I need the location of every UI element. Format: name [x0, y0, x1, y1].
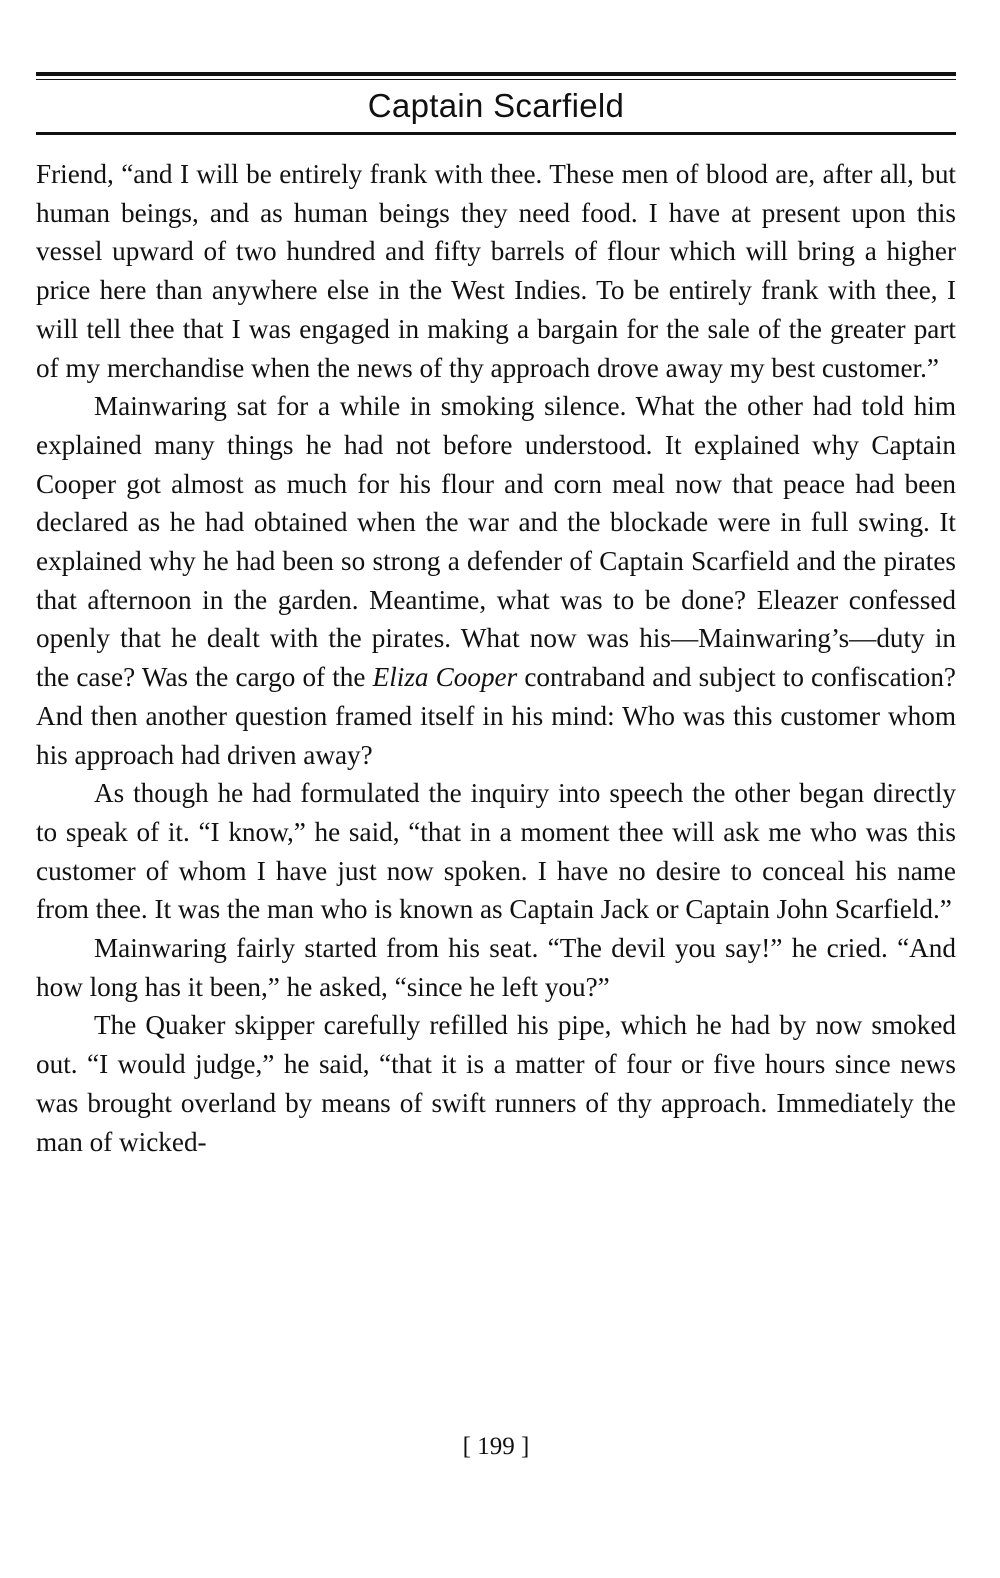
paragraph	[36, 155, 956, 387]
head-rule	[36, 132, 956, 135]
paragraph	[36, 774, 956, 929]
paragraph-text: Mainwaring sat for a while in smoking silence. What the other had told him explained many things he had not before understood. It explained why Captain Cooper got almost as much for his flour and corn meal now that peace had been declared as he had obtained when the war and the blockade were in full swing. It explained why he had been so strong a defender of Captain Scarfield and the pirates that afternoon in the garden. Meantime, what was to be done? Eleazer confessed openly that he dealt with the pirates. What now was his—Mainwaring’s—duty in the case? Was the cargo of the	[36, 391, 956, 693]
paragraph-text: Mainwaring fairly started from his seat. “The devil you say!” he cried. “And how long has it been,” he asked, “since he left you?”	[36, 933, 956, 1002]
paragraph	[36, 387, 956, 774]
body-text	[36, 155, 956, 1161]
book-page	[36, 0, 956, 1578]
paragraph-text: Friend, “and I will be entirely frank with thee. These men of blood are, after all, but human beings, and as human beings they need food. I have at present upon this vessel upward of two hundred and fifty barrels of flour which will bring a higher price here than anywhere else in the West Indies. To be entirely frank with thee, I will tell thee that I was engaged in making a bargain for the sale of the greater part of my merchandise when the news of thy approach drove away my best customer.”	[36, 159, 956, 383]
running-head: Captain Scarfield	[367, 87, 625, 124]
italic-text: Eliza Cooper	[372, 662, 518, 693]
top-rule-thin	[36, 79, 956, 80]
paragraph-text: The Quaker skipper carefully refilled his pipe, which he had by now smoked out. “I would judge,” he said, “that it is a matter of four or five hours since news was brought overland by means of swift runners of thy approach. Immediately the man of wicked-	[36, 1010, 956, 1157]
paragraph	[36, 1006, 956, 1161]
paragraph	[36, 929, 956, 1006]
page-number: [ 199 ]	[462, 1433, 530, 1460]
paragraph-text: As though he had formulated the inquiry into speech the other began directly to speak of it. “I know,” he said, “that in a moment thee will ask me who was this customer of whom I have just now spoken. I have no desire to conceal his name from thee. It was the man who is known as Captain Jack or Captain John Scarfield.”	[36, 778, 956, 925]
paragraph-text: contraband and subject to confiscation? And then another question framed itself in his mind: Who was this customer whom his approach had driven away?	[36, 662, 956, 770]
top-rule	[36, 72, 956, 76]
